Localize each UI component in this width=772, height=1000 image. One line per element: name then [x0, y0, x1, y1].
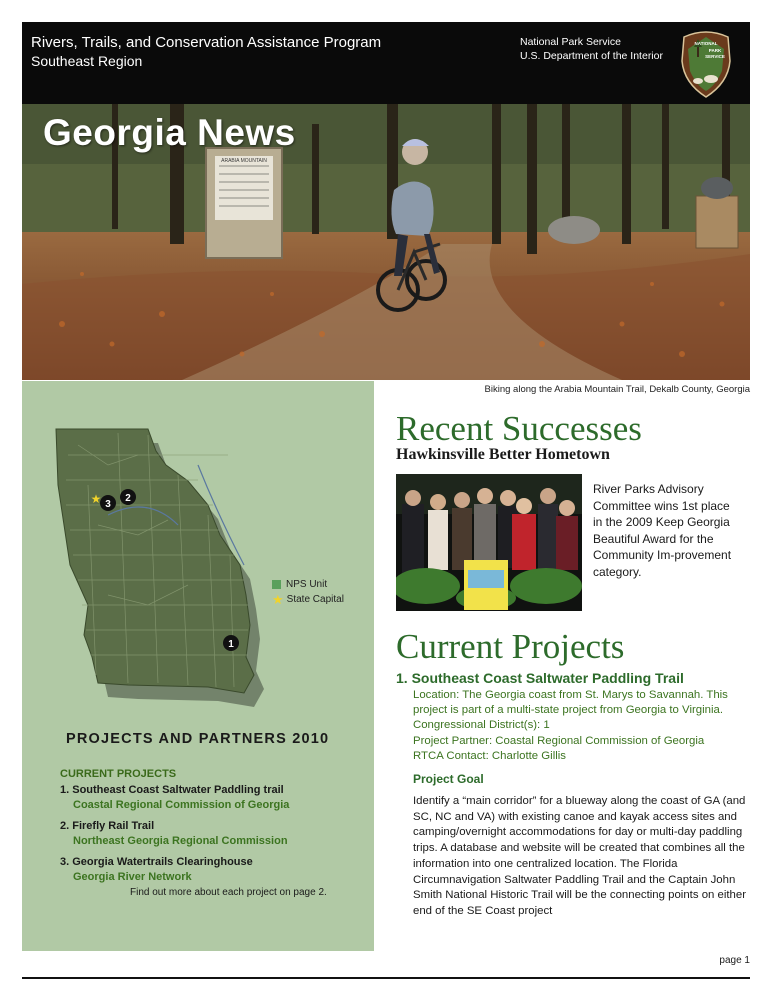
footer-rule [22, 977, 750, 979]
panel-subheading: CURRENT PROJECTS [60, 768, 177, 780]
project-district: Congressional District(s): 1 [413, 719, 550, 732]
svg-text:3: 3 [105, 499, 111, 510]
project-goal-heading: Project Goal [413, 772, 484, 786]
agency-block [520, 35, 663, 63]
project-name: 2. Firefly Rail Trail [60, 820, 155, 832]
region-label: Southeast Region [31, 53, 143, 69]
recent-successes-heading: Recent Successes [396, 409, 642, 448]
award-group-illustration [396, 474, 582, 611]
hero-photo [22, 104, 750, 380]
list-item [60, 783, 360, 813]
project-name: 3. Georgia Watertrails Clearinghouse [60, 856, 253, 868]
project-partner: Georgia River Network [73, 871, 192, 883]
state-capital-star-icon: ★ [90, 492, 102, 506]
recent-successes-subheading: Hawkinsville Better Hometown [396, 446, 610, 463]
projects-sidebar [22, 381, 374, 951]
project-goal-text: Identify a “main corridor” for a blueway along the coast of GA (and SC, NC and VA) with existing canoe and kayak access sites and camping/overnight accommodations for day or multi-day paddling trips. A database and website will be created that combines all the information into one centralized location. The Florida Circumnavigation Saltwater Paddling Trail and the Captain John Smith National Historic Trail will be the connecting points on either end of the SE Coast project [413, 795, 747, 917]
project-partner: Northeast Georgia Regional Commission [73, 835, 288, 847]
nps-arrowhead-logo [678, 27, 734, 99]
list-item [60, 855, 360, 885]
svg-text:2: 2 [125, 493, 131, 504]
header-bar [22, 22, 750, 104]
current-projects-heading: Current Projects [396, 627, 625, 666]
project-location: Location: The Georgia coast from St. Marys to Savannah. This project is part of a multi-state project from Georgia to Virginia. [413, 689, 728, 717]
nps-unit-swatch-icon [272, 580, 281, 589]
panel-heading: PROJECTS AND PARTNERS 2010 [66, 731, 330, 747]
project-partner: Project Partner: Coastal Regional Commission of Georgia [413, 734, 705, 747]
project-partner: Coastal Regional Commission of Georgia [73, 799, 290, 811]
project-title: 1. Southeast Coast Saltwater Paddling Trail [396, 670, 684, 686]
georgia-map [48, 425, 288, 715]
logo-text-1: NATIONAL [694, 41, 718, 46]
map-legend [272, 579, 344, 609]
program-title: Rivers, Trails, and Conservation Assistance Program [31, 34, 382, 51]
project-contact: RTCA Contact: Charlotte Gillis [413, 749, 566, 762]
department-name: U.S. Department of the Interior [520, 50, 663, 62]
project-list [60, 783, 360, 891]
project-details [413, 688, 753, 764]
page-number: page 1 [719, 955, 750, 966]
legend-item-state-capital: ★ State Capital [272, 591, 344, 607]
project-name: 1. Southeast Coast Saltwater Paddling trail [60, 784, 284, 796]
agency-name: National Park Service [520, 36, 621, 48]
star-icon: ★ [272, 591, 284, 607]
legend-item-nps-unit: NPS Unit [272, 579, 344, 590]
logo-text-3: SERVICE [705, 54, 725, 59]
logo-text-2: PARK [708, 48, 722, 53]
trail-sign-text: ARABIA MOUNTAIN [221, 158, 267, 164]
award-photo [396, 474, 582, 611]
photo-caption: Biking along the Arabia Mountain Trail, Dekalb County, Georgia [484, 384, 750, 395]
more-info-note: Find out more about each project on page 2. [130, 887, 327, 898]
newsletter-title: Georgia News [43, 112, 296, 153]
svg-text:1: 1 [228, 639, 234, 650]
recent-successes-text: River Parks Advisory Committee wins 1st place in the 2009 Keep Georgia Beautiful Award for the Community Im-provement category. [593, 482, 732, 579]
list-item [60, 819, 360, 849]
